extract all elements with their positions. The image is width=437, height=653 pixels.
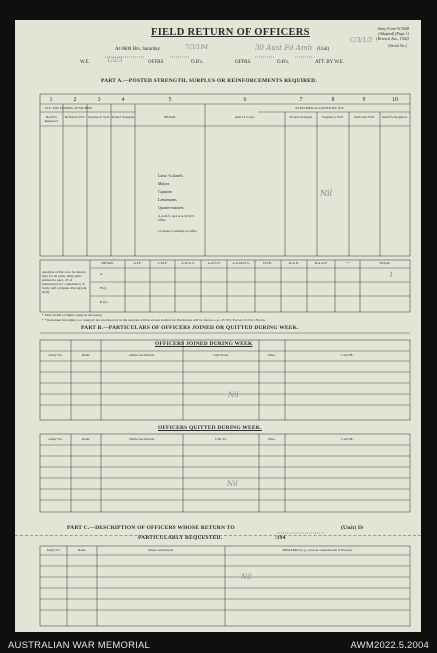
unit-label: (Unit): [317, 47, 330, 52]
analysis-col-total: TOTAL.: [378, 261, 391, 265]
right-col-reinforcements: Reinf'ts Required.: [382, 115, 408, 119]
analysis-col-ran: R.A.N.: [288, 261, 299, 265]
analysis-detail-header: DETAIL: [101, 261, 114, 265]
serial-handwriting: C/3/1/3: [350, 37, 373, 44]
rank-quartermasters: Quarter-masters: [158, 205, 184, 210]
right-col-arm: Arm of Corps.: [234, 115, 256, 119]
rank-civilians: Civilians Counting as Offrs.: [158, 229, 198, 233]
analysis-col-civil: CIVIL.: [262, 261, 274, 265]
army-form-revised: (Revised Jan., 1942): [376, 36, 409, 41]
right-col-deficient: Deficient W.E.: [354, 115, 375, 119]
ors2-label: O.R's.: [277, 60, 290, 65]
rank-majors: Majors: [158, 181, 170, 186]
quitted-title: OFFICERS QUITTED DURING WEEK.: [158, 425, 262, 431]
col-number-6: 6: [243, 97, 247, 103]
part-a-nil-handwriting: Nil: [320, 189, 333, 198]
joined-title: OFFICERS JOINED DURING WEEK: [155, 341, 253, 347]
header-time-label: At 0600 Hrs. Saturday: [115, 47, 160, 52]
serial-label: (Serial No.): [388, 43, 407, 48]
col-number-7: 7: [299, 97, 303, 103]
quitted-col-unit-to: Unit To.: [215, 437, 227, 441]
quitted-col-rank: Rank.: [81, 437, 91, 441]
rank-aans-offrs: A.A.N.S. and A.A.M.W.S. Offrs.: [158, 214, 196, 222]
analysis-col-aif: A.I.F.: [133, 261, 142, 265]
part-b-heading: PART B.—PARTICULARS OF OFFICERS JOINED OR QUITTED DURING WEEK.: [81, 325, 299, 331]
left-col-deficient: Deficient W.E.: [64, 115, 86, 119]
joined-nil-handwriting: Nil: [228, 391, 239, 399]
part-c-date: /194: [275, 535, 286, 541]
part-c-unit-label: (Unit) IS: [341, 525, 364, 531]
left-col-reinforcements: Reinf'ts Required.: [44, 115, 59, 123]
joined-col-cause: CAUSE.: [341, 353, 354, 357]
part-c-heading-2: PARTICULARLY REQUESTED.: [138, 535, 223, 541]
c-col-army-no: Army No.: [46, 548, 61, 552]
joined-col-name: Name and Initials.: [129, 353, 155, 357]
footnote-1: * Insert detail of higher ranks as necessary.: [42, 313, 103, 317]
analysis-row-b-i: B (i): [100, 286, 107, 290]
c-col-remarks: REMARKS (e.g., present whereabouts if known).: [282, 548, 353, 552]
rank-lt-colonels: Lieut.-Colonels: [158, 173, 183, 178]
joined-col-date: Date.: [268, 353, 276, 357]
quitted-col-date: Date.: [268, 437, 276, 441]
joined-col-unit-from: Unit From.: [213, 353, 229, 357]
right-col-posted: Posted Strength.: [289, 115, 313, 119]
detail-header: DETAIL: [163, 115, 177, 119]
att-by-we-label: ATT. BY W.E.: [315, 60, 345, 65]
joined-col-army-no: Army No.: [48, 353, 63, 357]
form-title: FIELD RETURN OF OFFICERS: [151, 27, 310, 38]
analysis-row-b-ii: B (ii): [100, 300, 108, 304]
quitted-col-cause: CAUSE.: [341, 437, 354, 441]
footer-attribution: AUSTRALIAN WAR MEMORIAL: [8, 640, 151, 651]
col-number-8: 8: [331, 97, 335, 103]
part-c-heading: PART C.—DESCRIPTION OF OFFICERS WHOSE RETURN TO: [67, 525, 235, 531]
footnote-2: * * Personnel belonging to a category not provided for in the analysis will be shown in this Col. Particulars will be shown, e.g., 25 V.N. Forces; 10 N.Z. Forces.: [42, 318, 266, 322]
col-number-10: 10: [392, 97, 398, 103]
army-form-adapted: (Adapted) (Page 1): [378, 31, 409, 36]
analysis-col-cmf: C.M.F.: [157, 261, 168, 265]
ors-label: O.R's.: [191, 60, 204, 65]
date-handwriting: 7/3/194: [185, 44, 209, 51]
analysis-col-other: * *: [345, 261, 350, 265]
we-handwriting: 1/2/3: [107, 57, 123, 64]
joined-col-rank: Rank.: [81, 353, 91, 357]
we-excluding-attached: W.E. EXCLUDING ATTACHED: [45, 106, 93, 110]
analysis-col-raaf: R.A.A.F.: [314, 261, 328, 265]
col-number-5: 5: [168, 97, 172, 103]
part-c-nil-handwriting: Nil: [241, 573, 252, 581]
field-return-form: [15, 20, 421, 632]
offrs-label: OFFRS.: [148, 60, 165, 65]
unit-handwriting: 30 Aust Fd Amb: [255, 44, 313, 52]
analysis-col-aans: A.A.N.S.: [207, 261, 221, 265]
analysis-col-aamws: A.A.M.W.S.: [232, 261, 250, 265]
quitted-col-name: Name and Initials.: [129, 437, 155, 441]
col-number-2: 2: [73, 97, 77, 103]
c-col-rank: Rank.: [77, 548, 87, 552]
quitted-nil-handwriting: Nil: [227, 480, 238, 488]
we-label: W.E.: [80, 60, 90, 65]
attached-allowed: ATTACHED ALLOWED BY W.E.: [295, 106, 345, 110]
c-col-name: Name and Initials.: [148, 548, 174, 552]
left-col-surplus: Surplus to W.E.: [88, 115, 110, 119]
footer-accession-number: AWM2022.5.2004: [350, 640, 429, 651]
col-number-9: 9: [362, 97, 366, 103]
col-number-4: 4: [121, 97, 125, 103]
col-number-1: 1: [49, 97, 53, 103]
analysis-row-a: A.: [100, 272, 104, 276]
analysis-total-handwriting: 1: [389, 271, 394, 279]
army-form-number: Army Form W.3008: [377, 26, 409, 31]
offrs2-label: OFFRS.: [235, 60, 252, 65]
analysis-note: Analysis of Part A to be shown here for all units. Only units entitled to para. 18 of instructions for compilation of form, will complete Part A(i) & A(ii).: [42, 270, 87, 295]
rank-captains: Captains: [158, 189, 172, 194]
col-number-3: 3: [97, 97, 101, 103]
left-col-posted: Posted Strength.: [111, 115, 135, 119]
part-a-heading: PART A.—POSTED STRENGTH, SURPLUS OR REINFORCEMENTS REQUIRED.: [101, 78, 317, 84]
right-col-surplus: Surplus to W.E.: [322, 115, 344, 119]
quitted-col-army-no: Army No.: [48, 437, 63, 441]
rank-lieutenants: Lieutenants: [158, 197, 177, 202]
analysis-col-awas: A.W.A.S.: [181, 261, 195, 265]
